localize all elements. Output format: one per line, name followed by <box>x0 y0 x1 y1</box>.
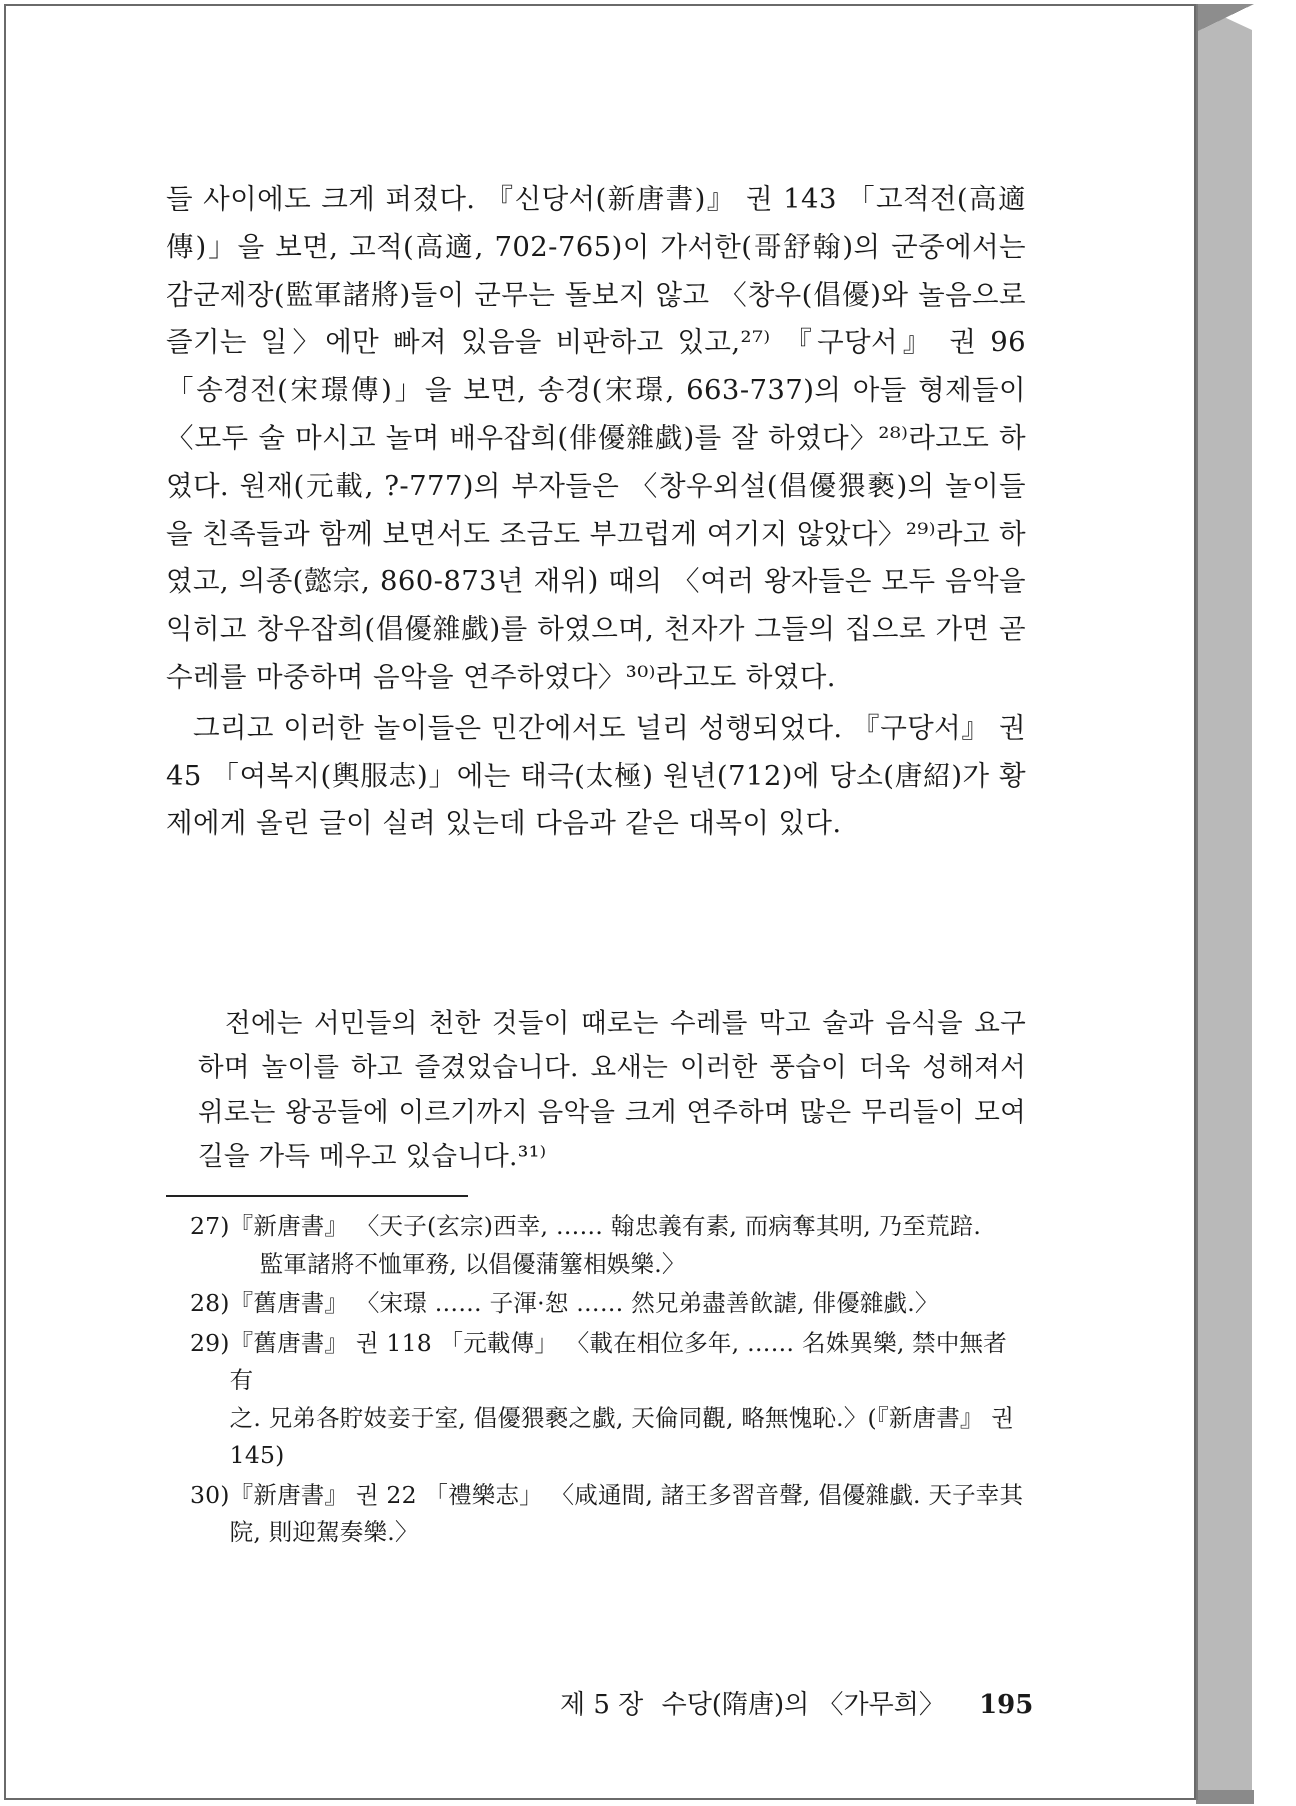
page-edge-bottom <box>1196 1790 1254 1804</box>
chapter-label: 제 5 장 <box>560 1690 644 1720</box>
page-edge-line <box>1196 4 1198 1800</box>
footnote-line: 『新唐書』 〈天子(玄宗)西幸, …… 翰忠義有素, 而病奪其明, 乃至荒踣. <box>229 1212 982 1240</box>
footnote-30 <box>190 1477 1026 1552</box>
footnote-text <box>230 1285 1026 1323</box>
body-text <box>166 176 1026 848</box>
footnote-line: 『新唐書』 권 22 「禮樂志」 〈咸通間, 諸王多習音聲, 倡優雜戱. 天子幸其 <box>229 1480 1024 1509</box>
page-number: 195 <box>979 1690 1034 1720</box>
footnote-line: 之. 兄弟各貯妓妾于室, 倡優猥褻之戱, 天倫同觀, 略無愧恥.〉(『新唐書』 권 <box>229 1403 1015 1432</box>
footnote-line: 『舊唐書』 권 118 「元載傳」 〈載在相位多年, …… 名姝異樂, 禁中無者有 <box>229 1328 1007 1394</box>
footnote-divider <box>166 1195 468 1197</box>
paragraph-2: 그리고 이러한 놀이들은 민간에서도 널리 성행되었다. 『구당서』 권 45 「여복지(輿服志)」에는 태극(太極) 원년(712)에 당소(唐紹)가 황제에게 올린 글이 실려 있는데 다음과 같은 대목이 있다. <box>166 711 1026 840</box>
footnote-number: 30) <box>190 1480 230 1509</box>
footnote-line: 監軍諸將不恤軍務, 以倡優蒲簺相娛樂.〉 <box>259 1249 686 1278</box>
footnote-number: 27) <box>190 1212 230 1240</box>
footnote-28 <box>190 1285 1026 1323</box>
footnote-line: 『舊唐書』 〈宋璟 …… 子渾·恕 …… 然兄弟盡善飮謔, 俳優雜戱.〉 <box>229 1289 939 1317</box>
footnote-line: 院, 則迎駕奏樂.〉 <box>229 1518 419 1546</box>
footnote-27 <box>190 1208 1026 1283</box>
block-quote: 전에는 서민들의 천한 것들이 때로는 수레를 막고 술과 음식을 요구하며 놀이를 하고 즐겼었습니다. 요새는 이러한 풍습이 더욱 성해져서 위로는 왕공들에 이르기까지 음악을 크게 연주하며 많은 무리들이 모여 길을 가득 메우고 있습니다.³¹⁾ <box>198 1007 1026 1172</box>
running-footer <box>560 1688 1034 1722</box>
footnote-line: 145) <box>229 1441 285 1469</box>
footnote-text <box>230 1325 1026 1475</box>
page-edge-top <box>1196 4 1254 32</box>
page-edge-shading <box>1196 4 1252 1800</box>
footnote-text <box>230 1208 1026 1283</box>
footnote-text <box>230 1477 1026 1552</box>
footnotes <box>190 1208 1026 1554</box>
footnote-number: 28) <box>190 1289 230 1317</box>
paragraph-1: 들 사이에도 크게 퍼졌다. 『신당서(新唐書)』 권 143 「고적전(高適傳)」을 보면, 고적(高適, 702-765)이 가서한(哥舒翰)의 군중에서는 감군제장(監軍諸將)들이 군무는 돌보지 않고 〈창우(倡優)와 놀음으로 즐기는 일〉에만 빠져 있음을 비판하고 있고,²⁷⁾ 『구당서』 권 96 「송경전(宋璟傳)」을 보면, 송경(宋璟, 663-737)의 아들 형제들이 〈모두 술 마시고 놀며 배우잡희(俳優雜戱)를 잘 하였다〉²⁸⁾라고도 하였다. 원재(元載, ?-777)의 부자들은 〈창우외설(倡優猥褻)의 놀이들을 친족들과 함께 보면서도 조금도 부끄럽게 여기지 않았다〉²⁹⁾라고 하였고, 의종(懿宗, 860-873년 재위) 때의 〈여러 왕자들은 모두 음악을 익히고 창우잡희(倡優雜戱)를 하였으며, 천자가 그들의 집으로 가면 곧 수레를 마중하며 음악을 연주하였다〉³⁰⁾라고도 하였다. <box>166 183 1026 693</box>
footnote-29 <box>190 1325 1026 1475</box>
footnote-number: 29) <box>190 1328 230 1357</box>
chapter-title: 수당(隋唐)의 〈가무희〉 <box>661 1690 945 1720</box>
